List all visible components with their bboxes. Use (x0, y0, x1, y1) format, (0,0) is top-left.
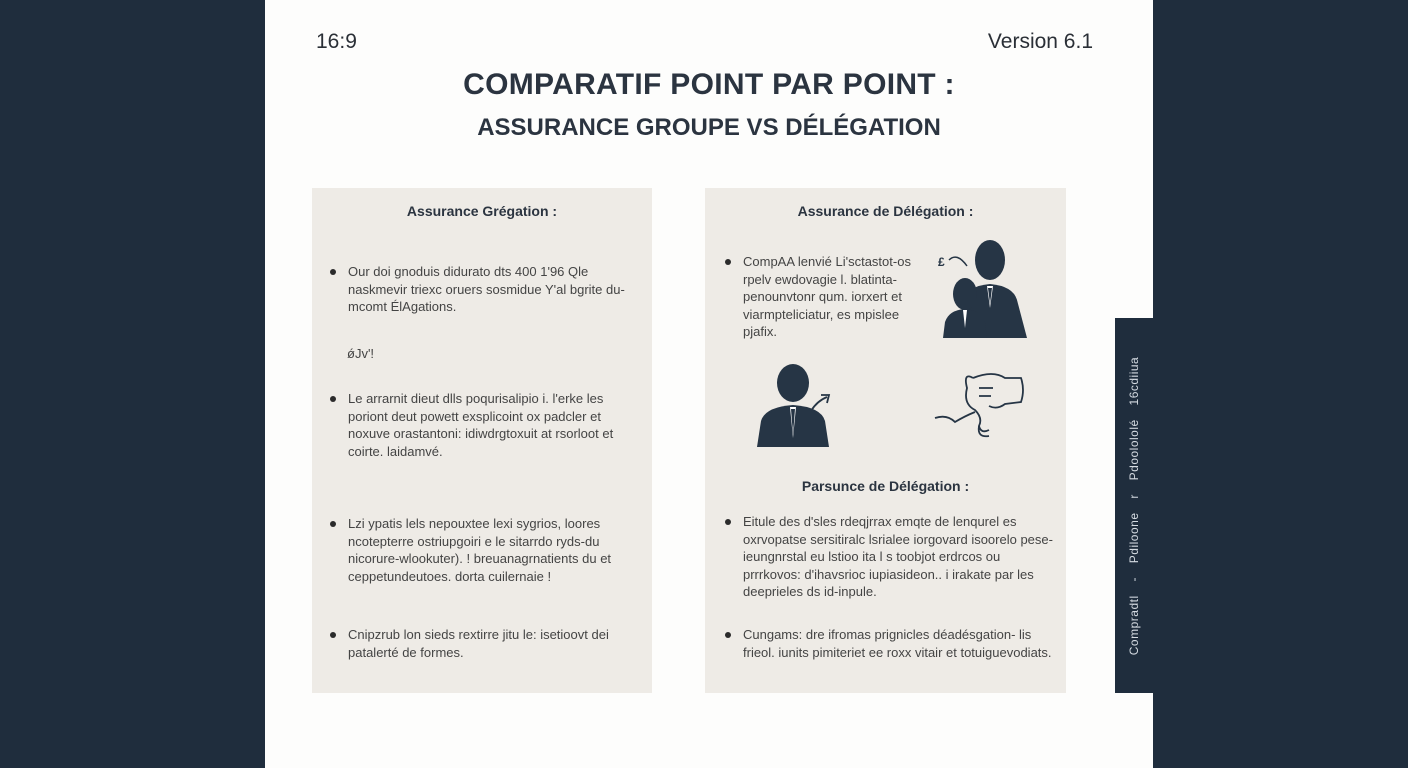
business-group-icon (935, 238, 1035, 343)
side-tab[interactable] (1115, 318, 1153, 693)
version-label: Version 6.1 (987, 30, 1093, 53)
list-item: Cungams: dre ifromas prignicles déadésgation- lis frieol. iunits pimiteriet ee roxx vitair et totuiguevodiats. (725, 626, 1055, 661)
right-panel-heading: Assurance de Délégation : (797, 203, 974, 219)
list-item: CompAA lenvié Li'sctastot-os rpelv ewdovagie l. blatinta-penounvtonr qum. iorxert et viarmpteliciatur, es mpislee pjafix. (725, 253, 928, 341)
slide-subtitle: ASSURANCE GROUPE VS DÉLÉGATION (477, 114, 941, 141)
list-item: Lzi ypatis lels nepouxtee lexi sygrios, loores ncotepterre ostriupgoiri e le sitarrdo ryds-du nicorure-wlookuter). ! breuanagrnatients du et ceppetundeutoes. dorta cuilernaie ! (330, 515, 643, 585)
right-panel-subheading: Parsunce de Délégation : (801, 478, 970, 494)
slide (265, 0, 1153, 768)
svg-text:£: £ (938, 255, 945, 269)
stray-text: ǿJv'! (347, 346, 375, 361)
left-panel-group-insurance (312, 188, 652, 693)
list-item: Eitule des d'sles rdeqjrrax emqte de lenqurel es oxrvopatse sersitiralc lsrialee iorgovard isoorelo pese-ieungnrstal eu lstioo ita l s toobjot erdrcos ou prrrkovos: d'ihavsrioc iupiasideon.. i irakate par les deeprieles ds id-inpule. (725, 513, 1055, 601)
right-panel-delegation-insurance (705, 188, 1066, 693)
left-panel-heading: Assurance Grégation : (406, 203, 558, 219)
list-item: Our doi gnoduis didurato dts 400 1'96 Qle naskmevir triexc oruers sosmidue Y'al bgrite du-mcomt ÉlAgations. (330, 263, 643, 316)
slide-title: COMPARATIF POINT PAR POINT : (463, 68, 955, 101)
list-item: Le arrarnit dieut dlls poqurisalipio i. l'erke les poriont deut powett exsplicoint ox padcler et noxuve orastantoni: idiwdrgtoxuit at rsorloot et coirte. laidamvé. (330, 390, 643, 460)
businessman-icon (755, 363, 845, 448)
aspect-ratio-label: 16:9 (316, 30, 357, 53)
list-item: Cnipzrub lon sieds rextirre jitu le: isetioovt dei patalerté de formes. (330, 626, 643, 661)
side-tab-label: Compradtl - Pdiloone r Pdoolololé 16cdiiua (1127, 356, 1141, 655)
lightbulb-speech-icon (933, 368, 1028, 443)
